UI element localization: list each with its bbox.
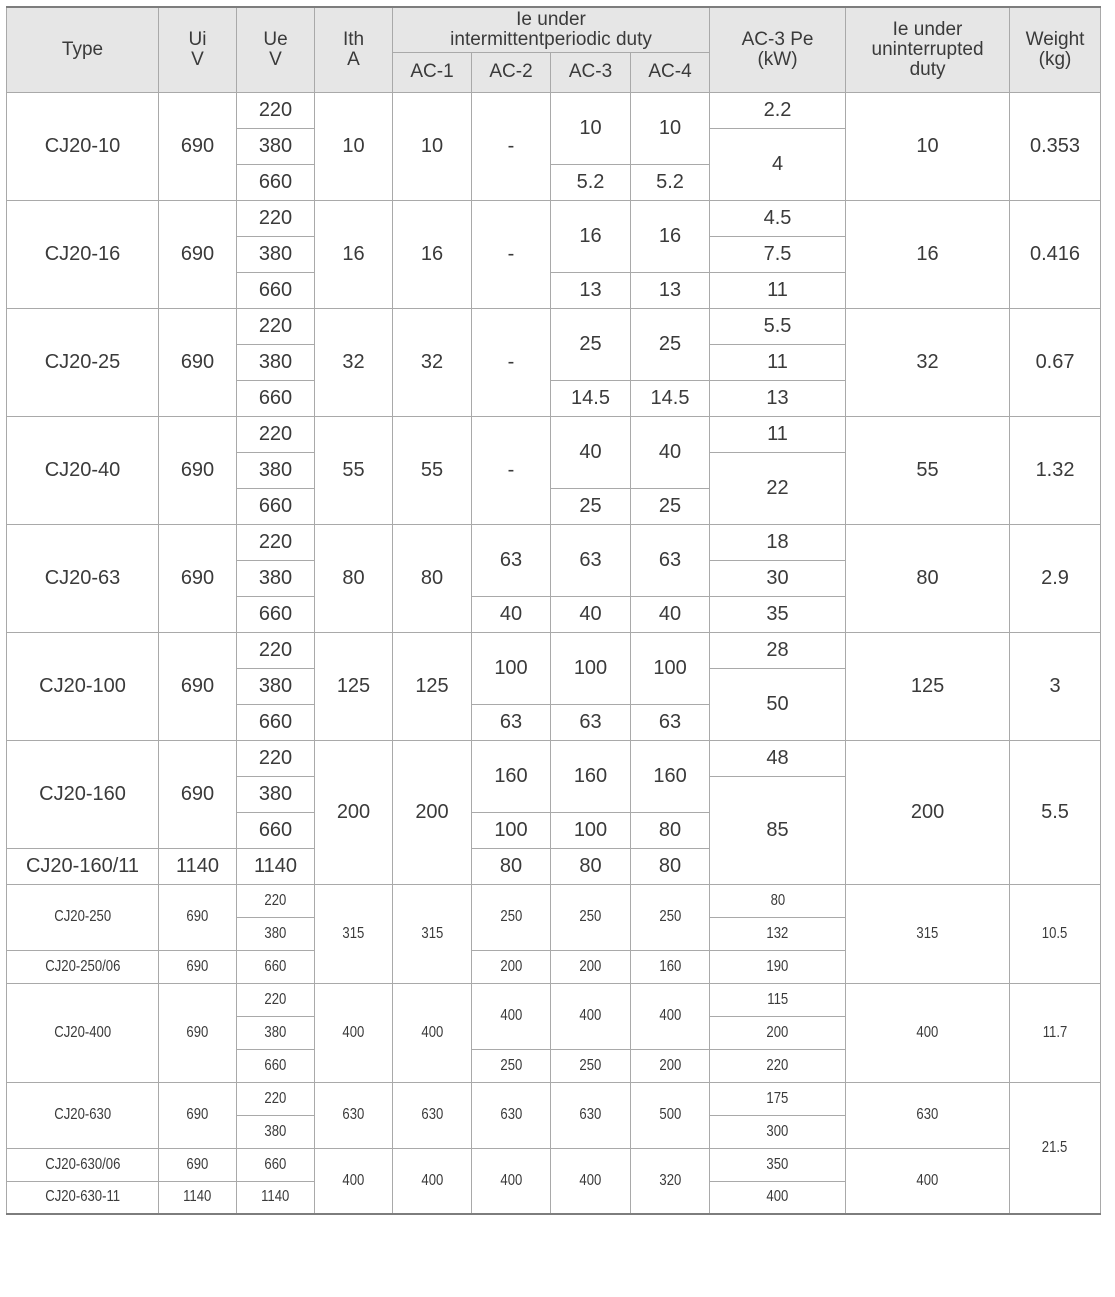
ue-cell: 660 <box>237 812 315 848</box>
ac2-cell: 80 <box>472 848 551 884</box>
ith-cell: 16 <box>315 200 393 308</box>
ac2-cell: 400 <box>472 1148 551 1214</box>
ue-cell: 380 <box>237 1115 315 1148</box>
type-cell: CJ20-630/06 <box>7 1148 159 1181</box>
ac4-cell: 16 <box>631 200 710 272</box>
ac4-cell: 200 <box>631 1049 710 1082</box>
ac2-cell: 100 <box>472 632 551 704</box>
ac1-cell: 16 <box>393 200 472 308</box>
pe-cell: 28 <box>710 632 846 668</box>
pe-cell: 11 <box>710 344 846 380</box>
ac2-cell: - <box>472 200 551 308</box>
ac3-cell: 100 <box>551 812 631 848</box>
header-ac3: AC-3 <box>551 52 631 92</box>
ith-cell: 125 <box>315 632 393 740</box>
group-cj20-16 <box>7 200 1101 308</box>
ie-unint-cell: 400 <box>846 983 1010 1082</box>
ac4-cell: 13 <box>631 272 710 308</box>
ac2-cell: 400 <box>472 983 551 1049</box>
weight-cell: 0.67 <box>1010 308 1101 416</box>
pe-cell: 22 <box>710 452 846 524</box>
ac1-cell: 400 <box>393 1148 472 1214</box>
pe-cell: 30 <box>710 560 846 596</box>
header-ac4: AC-4 <box>631 52 710 92</box>
ac1-cell: 55 <box>393 416 472 524</box>
ue-cell: 220 <box>237 524 315 560</box>
ac3-cell: 630 <box>551 1082 631 1148</box>
ac3-cell: 40 <box>551 596 631 632</box>
type-cell: CJ20-63 <box>7 524 159 632</box>
ac4-cell: 160 <box>631 950 710 983</box>
pe-cell: 50 <box>710 668 846 740</box>
ue-cell: 380 <box>237 917 315 950</box>
pe-cell: 400 <box>710 1181 846 1214</box>
type-cell: CJ20-250 <box>7 884 159 950</box>
pe-cell: 85 <box>710 776 846 884</box>
ue-cell: 220 <box>237 200 315 236</box>
type-cell: CJ20-40 <box>7 416 159 524</box>
ac3-cell: 63 <box>551 704 631 740</box>
weight-cell: 0.416 <box>1010 200 1101 308</box>
group-cj20-400 <box>7 983 1101 1082</box>
ac3-cell: 250 <box>551 1049 631 1082</box>
pe-cell: 13 <box>710 380 846 416</box>
pe-cell: 300 <box>710 1115 846 1148</box>
ac3-cell: 14.5 <box>551 380 631 416</box>
ac2-cell: 250 <box>472 884 551 950</box>
ui-cell: 690 <box>159 416 237 524</box>
weight-cell: 2.9 <box>1010 524 1101 632</box>
ui-cell: 690 <box>159 308 237 416</box>
type-cell: CJ20-160/11 <box>7 848 159 884</box>
ac4-cell: 100 <box>631 632 710 704</box>
ui-cell: 690 <box>159 1148 237 1181</box>
weight-cell: 21.5 <box>1010 1082 1101 1214</box>
ue-cell: 660 <box>237 704 315 740</box>
ac4-cell: 500 <box>631 1082 710 1148</box>
ac3-cell: 5.2 <box>551 164 631 200</box>
group-cj20-63 <box>7 524 1101 632</box>
ith-cell: 55 <box>315 416 393 524</box>
pe-cell: 48 <box>710 740 846 776</box>
ui-cell: 690 <box>159 200 237 308</box>
ac3-cell: 250 <box>551 884 631 950</box>
ac2-cell: 160 <box>472 740 551 812</box>
weight-cell: 10.5 <box>1010 884 1101 983</box>
ue-cell: 220 <box>237 416 315 452</box>
weight-cell: 3 <box>1010 632 1101 740</box>
ac4-cell: 250 <box>631 884 710 950</box>
ac4-cell: 14.5 <box>631 380 710 416</box>
ac1-cell: 400 <box>393 983 472 1082</box>
ac1-cell: 200 <box>393 740 472 884</box>
ue-cell: 660 <box>237 488 315 524</box>
ac4-cell: 63 <box>631 524 710 596</box>
ui-cell: 690 <box>159 950 237 983</box>
weight-cell: 0.353 <box>1010 92 1101 200</box>
ac3-cell: 16 <box>551 200 631 272</box>
ui-cell: 1140 <box>159 848 237 884</box>
ui-cell: 1140 <box>159 1181 237 1214</box>
pe-cell: 115 <box>710 983 846 1016</box>
type-cell: CJ20-10 <box>7 92 159 200</box>
pe-cell: 190 <box>710 950 846 983</box>
ie-unint-cell: 10 <box>846 92 1010 200</box>
ac2-cell: 63 <box>472 524 551 596</box>
ue-cell: 660 <box>237 596 315 632</box>
type-cell: CJ20-100 <box>7 632 159 740</box>
pe-cell: 5.5 <box>710 308 846 344</box>
ue-cell: 1140 <box>237 848 315 884</box>
ac3-cell: 25 <box>551 308 631 380</box>
header-ac3-pe: AC-3 Pe (kW) <box>710 7 846 92</box>
ac4-cell: 40 <box>631 596 710 632</box>
ui-cell: 690 <box>159 983 237 1082</box>
ui-cell: 690 <box>159 740 237 848</box>
ith-cell: 400 <box>315 1148 393 1214</box>
weight-cell: 11.7 <box>1010 983 1101 1082</box>
ue-cell: 380 <box>237 560 315 596</box>
pe-cell: 7.5 <box>710 236 846 272</box>
spec-table <box>6 6 1101 1215</box>
pe-cell: 11 <box>710 416 846 452</box>
ie-unint-cell: 200 <box>846 740 1010 884</box>
group-cj20-25 <box>7 308 1101 416</box>
ue-cell: 380 <box>237 776 315 812</box>
ie-unint-cell: 32 <box>846 308 1010 416</box>
header-weight: Weight (kg) <box>1010 7 1101 92</box>
type-cell: CJ20-400 <box>7 983 159 1082</box>
ui-cell: 690 <box>159 884 237 950</box>
ie-unint-cell: 16 <box>846 200 1010 308</box>
ac2-cell: 200 <box>472 950 551 983</box>
ac1-cell: 125 <box>393 632 472 740</box>
group-cj20-630 <box>7 1082 1101 1214</box>
ue-cell: 660 <box>237 164 315 200</box>
ac4-cell: 160 <box>631 740 710 812</box>
ac4-cell: 400 <box>631 983 710 1049</box>
ac1-cell: 80 <box>393 524 472 632</box>
ac3-cell: 10 <box>551 92 631 164</box>
ac3-cell: 40 <box>551 416 631 488</box>
ue-cell: 380 <box>237 1016 315 1049</box>
ac1-cell: 315 <box>393 884 472 983</box>
ue-cell: 380 <box>237 236 315 272</box>
group-cj20-10 <box>7 92 1101 200</box>
ie-unint-cell: 125 <box>846 632 1010 740</box>
ac4-cell: 5.2 <box>631 164 710 200</box>
ac4-cell: 25 <box>631 488 710 524</box>
type-cell: CJ20-630-11 <box>7 1181 159 1214</box>
ith-cell: 315 <box>315 884 393 983</box>
header-ue: Ue V <box>237 7 315 92</box>
ac4-cell: 80 <box>631 812 710 848</box>
group-cj20-100 <box>7 632 1101 740</box>
ith-cell: 10 <box>315 92 393 200</box>
weight-cell: 5.5 <box>1010 740 1101 884</box>
ue-cell: 220 <box>237 308 315 344</box>
type-cell: CJ20-160 <box>7 740 159 848</box>
pe-cell: 220 <box>710 1049 846 1082</box>
type-cell: CJ20-250/06 <box>7 950 159 983</box>
ui-cell: 690 <box>159 92 237 200</box>
ac3-cell: 25 <box>551 488 631 524</box>
ac4-cell: 63 <box>631 704 710 740</box>
pe-cell: 4 <box>710 128 846 200</box>
ue-cell: 380 <box>237 344 315 380</box>
ac3-cell: 400 <box>551 983 631 1049</box>
ith-cell: 200 <box>315 740 393 884</box>
ue-cell: 380 <box>237 128 315 164</box>
ac3-cell: 63 <box>551 524 631 596</box>
ue-cell: 220 <box>237 92 315 128</box>
header-ui: Ui V <box>159 7 237 92</box>
group-cj20-160 <box>7 740 1101 884</box>
ue-cell: 220 <box>237 1082 315 1115</box>
header-ie-intermittent: Ie under intermittentperiodic duty <box>393 7 710 52</box>
ie-unint-cell: 80 <box>846 524 1010 632</box>
ue-cell: 660 <box>237 272 315 308</box>
ith-cell: 32 <box>315 308 393 416</box>
ac4-cell: 25 <box>631 308 710 380</box>
ie-unint-cell: 630 <box>846 1082 1010 1148</box>
ue-cell: 220 <box>237 884 315 917</box>
ac4-cell: 10 <box>631 92 710 164</box>
ue-cell: 220 <box>237 632 315 668</box>
ue-cell: 660 <box>237 1148 315 1181</box>
pe-cell: 132 <box>710 917 846 950</box>
header-ith: Ith A <box>315 7 393 92</box>
ac3-cell: 400 <box>551 1148 631 1214</box>
ac1-cell: 32 <box>393 308 472 416</box>
group-cj20-250 <box>7 884 1101 983</box>
ac4-cell: 320 <box>631 1148 710 1214</box>
ue-cell: 1140 <box>237 1181 315 1214</box>
ie-unint-cell: 400 <box>846 1148 1010 1214</box>
header-ie-uninterrupted: Ie under uninterrupted duty <box>846 7 1010 92</box>
ie-unint-cell: 55 <box>846 416 1010 524</box>
ue-cell: 220 <box>237 740 315 776</box>
ac3-cell: 13 <box>551 272 631 308</box>
ith-cell: 80 <box>315 524 393 632</box>
pe-cell: 2.2 <box>710 92 846 128</box>
weight-cell: 1.32 <box>1010 416 1101 524</box>
ui-cell: 690 <box>159 524 237 632</box>
ui-cell: 690 <box>159 1082 237 1148</box>
ue-cell: 220 <box>237 983 315 1016</box>
ac2-cell: - <box>472 92 551 200</box>
ac3-cell: 200 <box>551 950 631 983</box>
ue-cell: 380 <box>237 668 315 704</box>
ac1-cell: 630 <box>393 1082 472 1148</box>
ac4-cell: 80 <box>631 848 710 884</box>
ith-cell: 400 <box>315 983 393 1082</box>
type-cell: CJ20-630 <box>7 1082 159 1148</box>
pe-cell: 35 <box>710 596 846 632</box>
pe-cell: 80 <box>710 884 846 917</box>
ac3-cell: 100 <box>551 632 631 704</box>
ie-unint-cell: 315 <box>846 884 1010 983</box>
ac2-cell: 250 <box>472 1049 551 1082</box>
ac1-cell: 10 <box>393 92 472 200</box>
ue-cell: 660 <box>237 380 315 416</box>
pe-cell: 350 <box>710 1148 846 1181</box>
ac2-cell: 630 <box>472 1082 551 1148</box>
pe-cell: 175 <box>710 1082 846 1115</box>
ue-cell: 380 <box>237 452 315 488</box>
ac2-cell: 40 <box>472 596 551 632</box>
ac3-cell: 160 <box>551 740 631 812</box>
ui-cell: 690 <box>159 632 237 740</box>
header-type: Type <box>7 7 159 92</box>
type-cell: CJ20-25 <box>7 308 159 416</box>
header-ac2: AC-2 <box>472 52 551 92</box>
group-cj20-40 <box>7 416 1101 524</box>
ac2-cell: 100 <box>472 812 551 848</box>
ith-cell: 630 <box>315 1082 393 1148</box>
ac2-cell: - <box>472 416 551 524</box>
header-ac1: AC-1 <box>393 52 472 92</box>
ac4-cell: 40 <box>631 416 710 488</box>
type-cell: CJ20-16 <box>7 200 159 308</box>
ac2-cell: - <box>472 308 551 416</box>
ac2-cell: 63 <box>472 704 551 740</box>
pe-cell: 18 <box>710 524 846 560</box>
pe-cell: 11 <box>710 272 846 308</box>
pe-cell: 200 <box>710 1016 846 1049</box>
pe-cell: 4.5 <box>710 200 846 236</box>
ue-cell: 660 <box>237 1049 315 1082</box>
ac3-cell: 80 <box>551 848 631 884</box>
ue-cell: 660 <box>237 950 315 983</box>
